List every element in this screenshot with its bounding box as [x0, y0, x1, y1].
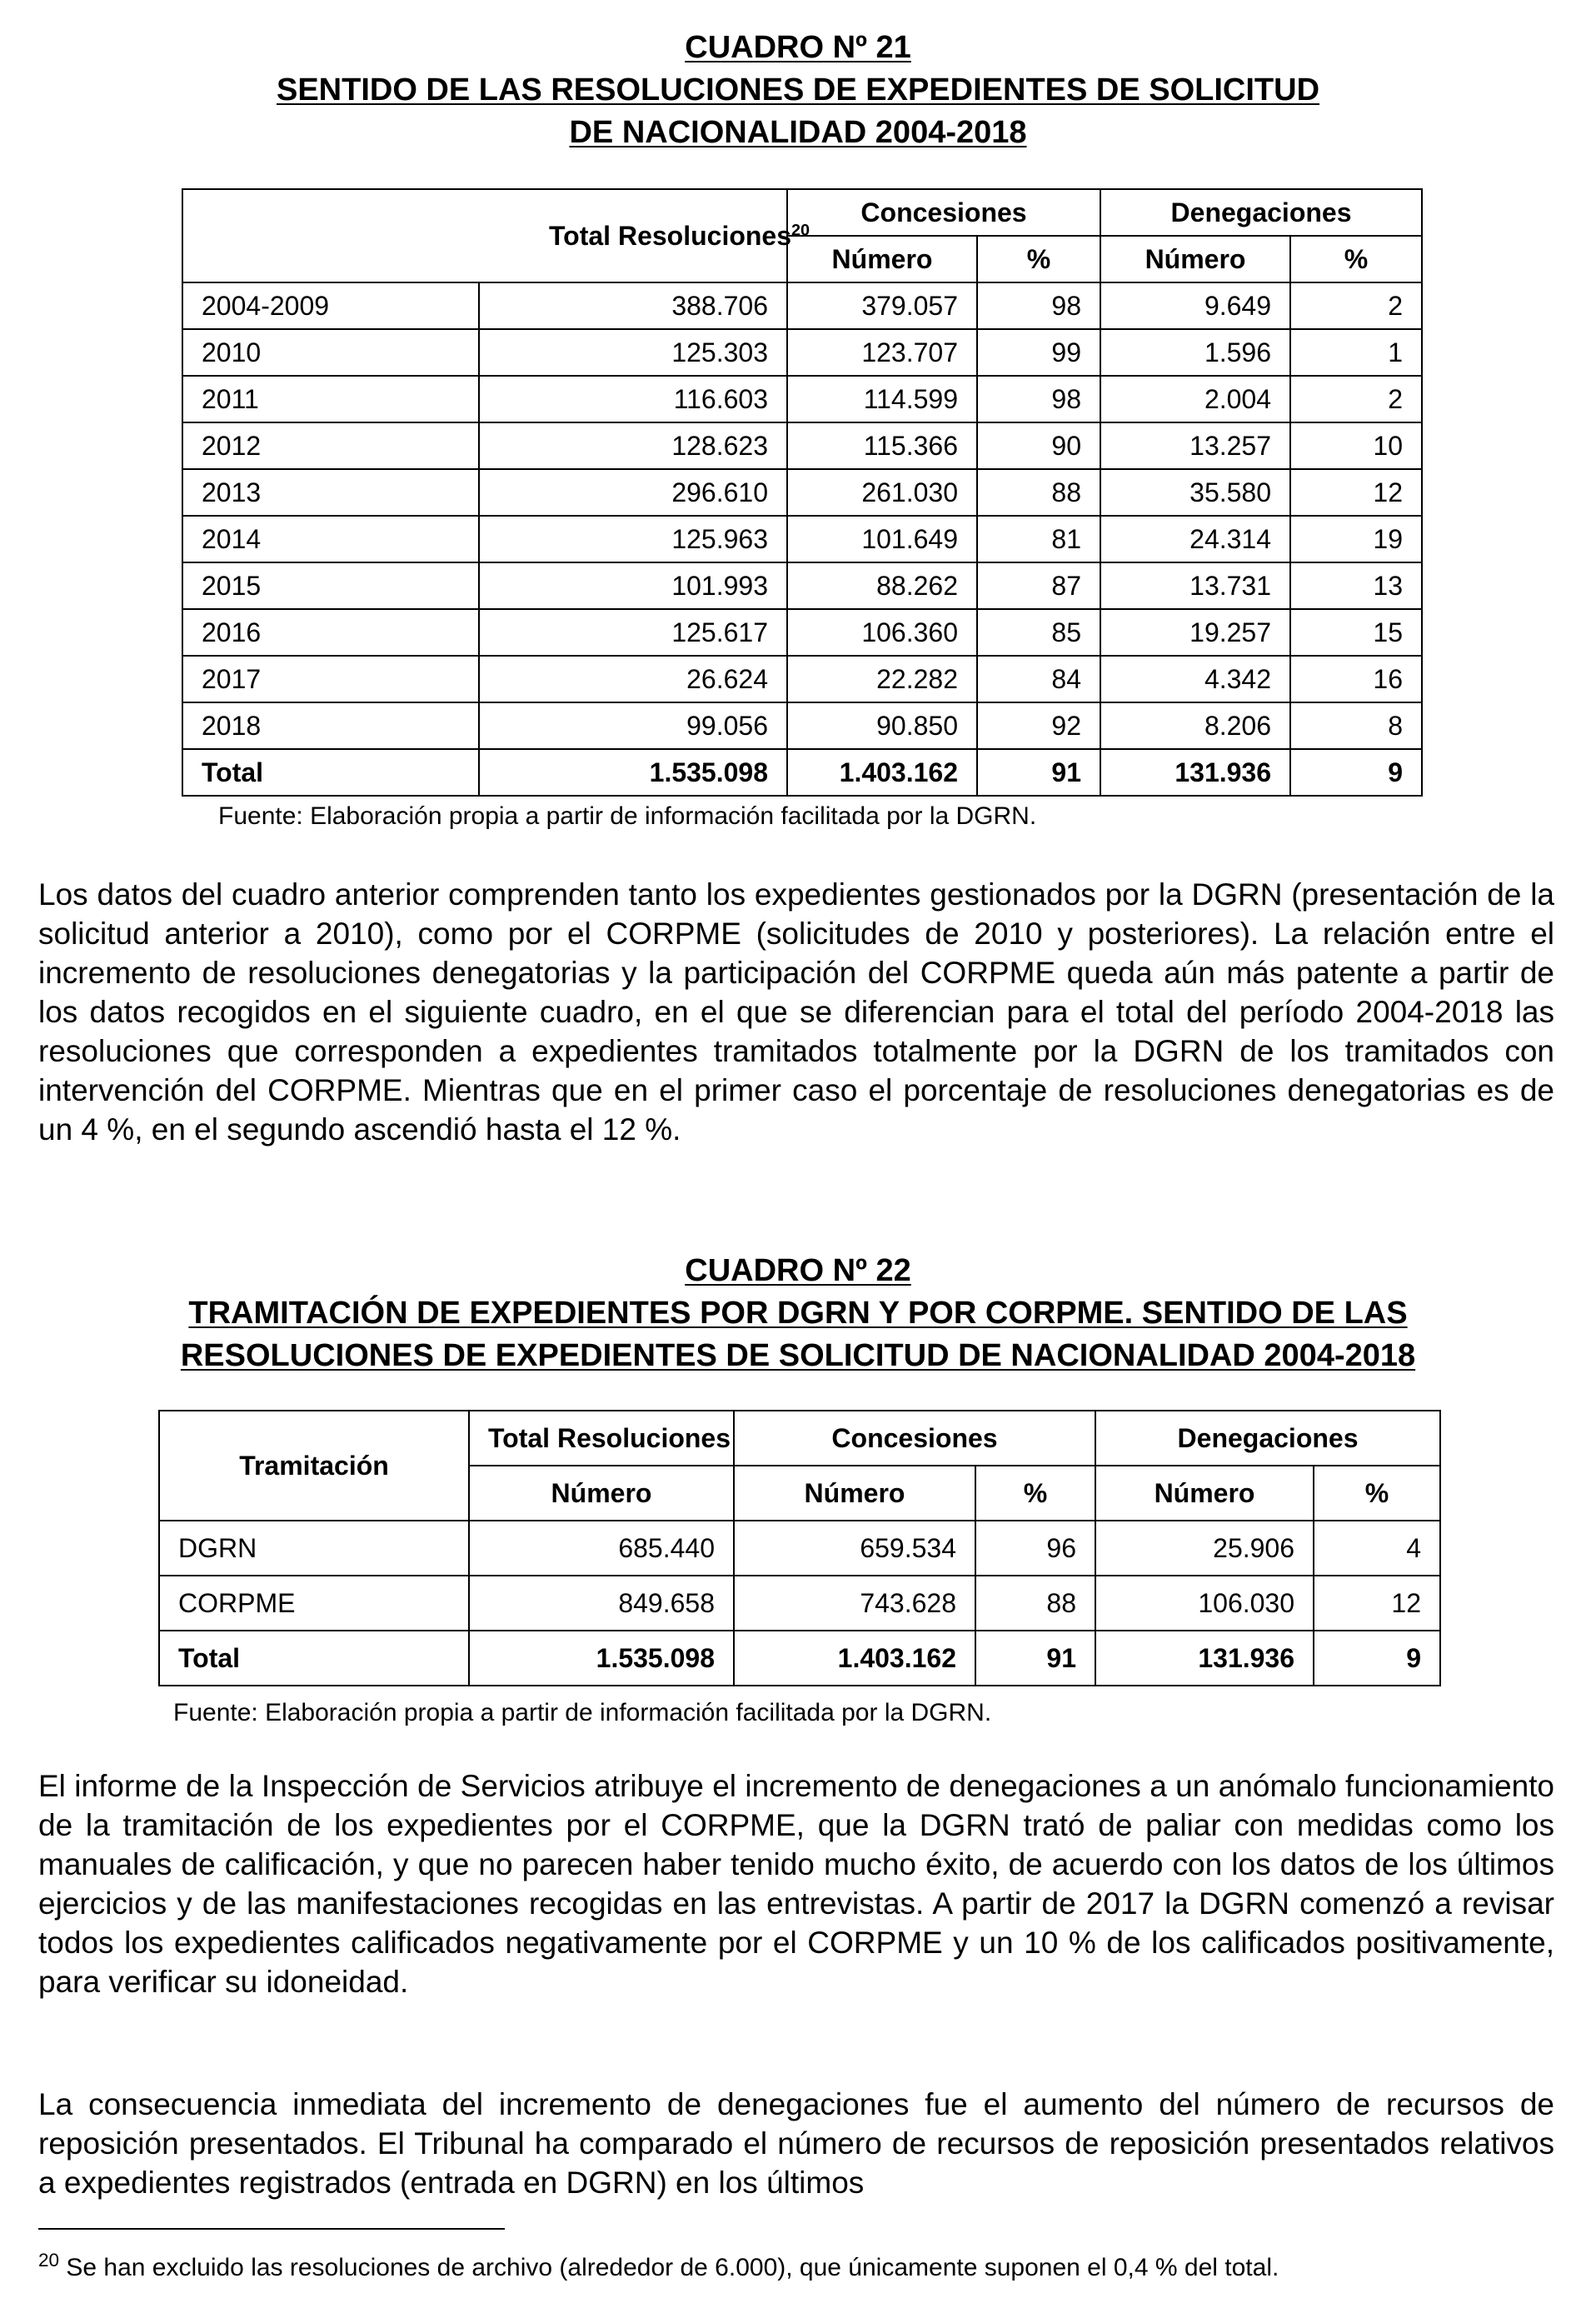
total-total-cell: 1.535.098 — [479, 749, 787, 796]
denegaciones-percent-cell: 19 — [1290, 516, 1422, 562]
footnote-marker: 20 — [38, 2250, 60, 2271]
row-label: 2015 — [182, 562, 479, 609]
concesiones-percent-cell: 98 — [977, 376, 1100, 422]
denegaciones-numero-cell: 35.580 — [1100, 469, 1290, 516]
cuadro22-source: Fuente: Elaboración propia a partir de información facilitada por la DGRN. — [173, 1699, 992, 1726]
total-cell: 128.623 — [479, 422, 787, 469]
total-cell: 26.624 — [479, 656, 787, 702]
total-concesiones-numero-cell: 1.403.162 — [787, 749, 977, 796]
deneg-numero-header-22: Número — [1095, 1466, 1314, 1521]
denegaciones-percent-cell: 16 — [1290, 656, 1422, 702]
total-row-label: Total — [159, 1631, 469, 1686]
concesiones-numero-cell: 90.850 — [787, 702, 977, 749]
concesiones-header-22: Concesiones — [734, 1411, 1095, 1466]
row-label: 2016 — [182, 609, 479, 656]
concesiones-numero-cell: 115.366 — [787, 422, 977, 469]
total-resoluciones-header: Total Resoluciones$^{20}$ — [479, 189, 787, 282]
denegaciones-percent-cell: 1 — [1290, 329, 1422, 376]
cuadro21-subtitle-line2: DE NACIONALIDAD 2004-2018 — [569, 115, 1027, 150]
concesiones-numero-cell: 22.282 — [787, 656, 977, 702]
row-label: 2017 — [182, 656, 479, 702]
cuadro21-header-row — [182, 189, 1422, 236]
denegaciones-numero-cell: 4.342 — [1100, 656, 1290, 702]
total-cell: 116.603 — [479, 376, 787, 422]
concesiones-numero-cell: 659.534 — [734, 1521, 975, 1576]
total-row-label: Total — [182, 749, 479, 796]
cuadro22-heading — [0, 1250, 1596, 1377]
total-row — [159, 1631, 1440, 1686]
table-row — [182, 469, 1422, 516]
total-denegaciones-numero-cell: 131.936 — [1095, 1631, 1314, 1686]
concesiones-percent-cell: 84 — [977, 656, 1100, 702]
cuadro22-subtitle-line2: RESOLUCIONES DE EXPEDIENTES DE SOLICITUD DE NACIONALIDAD 2004-2018 — [180, 1338, 1416, 1373]
table-row — [182, 702, 1422, 749]
row-label: 2010 — [182, 329, 479, 376]
concesiones-percent-cell: 81 — [977, 516, 1100, 562]
total-concesiones-percent-cell: 91 — [975, 1631, 1095, 1686]
total-concesiones-numero-cell: 1.403.162 — [734, 1631, 975, 1686]
table-row — [182, 656, 1422, 702]
concesiones-header: Concesiones — [787, 189, 1100, 236]
concesiones-percent-cell: 90 — [977, 422, 1100, 469]
conc-numero-header: Número — [787, 236, 977, 282]
denegaciones-percent-cell: 15 — [1290, 609, 1422, 656]
denegaciones-percent-cell: 12 — [1290, 469, 1422, 516]
denegaciones-percent-cell: 2 — [1290, 282, 1422, 329]
total-cell: 296.610 — [479, 469, 787, 516]
row-label: 2018 — [182, 702, 479, 749]
concesiones-numero-cell: 88.262 — [787, 562, 977, 609]
table-row — [182, 609, 1422, 656]
denegaciones-numero-cell: 9.649 — [1100, 282, 1290, 329]
concesiones-percent-cell: 87 — [977, 562, 1100, 609]
row-label: 2012 — [182, 422, 479, 469]
total-cell: 125.963 — [479, 516, 787, 562]
table-row — [182, 562, 1422, 609]
concesiones-numero-cell: 743.628 — [734, 1576, 975, 1631]
concesiones-numero-cell: 106.360 — [787, 609, 977, 656]
denegaciones-percent-cell: 2 — [1290, 376, 1422, 422]
total-cell: 99.056 — [479, 702, 787, 749]
concesiones-numero-cell: 123.707 — [787, 329, 977, 376]
total-cell: 685.440 — [469, 1521, 734, 1576]
cuadro21-table — [182, 188, 1423, 797]
concesiones-percent-cell: 88 — [975, 1576, 1095, 1631]
cuadro22-subtitle-line1: TRAMITACIÓN DE EXPEDIENTES POR DGRN Y POR CORPME. SENTIDO DE LAS — [188, 1296, 1408, 1331]
cuadro21-blank-header — [182, 189, 479, 282]
table-row — [159, 1576, 1440, 1631]
conc-numero-header-22: Número — [734, 1466, 975, 1521]
denegaciones-numero-cell: 8.206 — [1100, 702, 1290, 749]
denegaciones-header-22: Denegaciones — [1095, 1411, 1440, 1466]
denegaciones-percent-cell: 4 — [1314, 1521, 1440, 1576]
table-row — [182, 282, 1422, 329]
footnote-ref: 20 — [791, 220, 810, 239]
denegaciones-header: Denegaciones — [1100, 189, 1422, 236]
total-cell: 388.706 — [479, 282, 787, 329]
total-resoluciones-header-22: Total Resoluciones — [469, 1411, 734, 1466]
cuadro21-subtitle-line1: SENTIDO DE LAS RESOLUCIONES DE EXPEDIENTES DE SOLICITUD — [276, 72, 1320, 107]
row-label: 2013 — [182, 469, 479, 516]
cuadro22-title: CUADRO Nº 22 — [685, 1253, 911, 1288]
cuadro22-header-row — [159, 1411, 1440, 1466]
concesiones-percent-cell: 96 — [975, 1521, 1095, 1576]
conc-percent-header-22: % — [975, 1466, 1095, 1521]
footnote — [38, 2251, 1279, 2285]
conc-percent-header: % — [977, 236, 1100, 282]
table-row — [182, 376, 1422, 422]
table-row — [182, 422, 1422, 469]
total-cell: 125.617 — [479, 609, 787, 656]
footnote-text: Se han excluido las resoluciones de archivo (alrededor de 6.000), que únicamente suponen el 0,4 % del total. — [66, 2254, 1279, 2281]
concesiones-percent-cell: 99 — [977, 329, 1100, 376]
denegaciones-numero-cell: 25.906 — [1095, 1521, 1314, 1576]
concesiones-percent-cell: 92 — [977, 702, 1100, 749]
deneg-percent-header: % — [1290, 236, 1422, 282]
denegaciones-percent-cell: 12 — [1314, 1576, 1440, 1631]
total-cell: 849.658 — [469, 1576, 734, 1631]
concesiones-percent-cell: 85 — [977, 609, 1100, 656]
total-concesiones-percent-cell: 91 — [977, 749, 1100, 796]
concesiones-percent-cell: 98 — [977, 282, 1100, 329]
total-denegaciones-percent-cell: 9 — [1314, 1631, 1440, 1686]
deneg-percent-header-22: % — [1314, 1466, 1440, 1521]
total-numero-header-22: Número — [469, 1466, 734, 1521]
row-label: DGRN — [159, 1521, 469, 1576]
row-label: 2014 — [182, 516, 479, 562]
denegaciones-numero-cell: 19.257 — [1100, 609, 1290, 656]
row-label: 2011 — [182, 376, 479, 422]
paragraph-3: La consecuencia inmediata del incremento de denegaciones fue el aumento del número de recursos de reposición presentados. El Tribunal ha comparado el número de recursos de reposición presentados relativos a expedientes registrados (entrada en DGRN) en los últimos — [38, 2087, 1554, 2200]
denegaciones-percent-cell: 8 — [1290, 702, 1422, 749]
total-cell: 125.303 — [479, 329, 787, 376]
denegaciones-numero-cell: 24.314 — [1100, 516, 1290, 562]
deneg-numero-header: Número — [1100, 236, 1290, 282]
cuadro21-title: CUADRO Nº 21 — [685, 30, 911, 65]
denegaciones-percent-cell: 10 — [1290, 422, 1422, 469]
denegaciones-numero-cell: 106.030 — [1095, 1576, 1314, 1631]
table-row — [159, 1521, 1440, 1576]
cuadro21-heading — [0, 27, 1596, 154]
cuadro21-source: Fuente: Elaboración propia a partir de información facilitada por la DGRN. — [218, 802, 1037, 830]
paragraph-1: Los datos del cuadro anterior comprenden tanto los expedientes gestionados por la DGRN (presentación de la solicitud anterior a 2010), como por el CORPME (solicitudes de 2010 y posteriores). La relación entre el incremento de resoluciones denegatorias y la participación del CORPME queda aún más patente a partir de los datos recogidos en el siguiente cuadro, en el que se diferencian para el total del período 2004-2018 las resoluciones que corresponden a expedientes tramitados totalmente por la DGRN de los tramitados con intervención del CORPME. Mientras que en el primer caso el porcentaje de resoluciones denegatorias es de un 4 %, en el segundo ascendió hasta el 12 %. — [38, 877, 1554, 1147]
paragraph-2: El informe de la Inspección de Servicios atribuye el incremento de denegaciones a un anómalo funcionamiento de la tramitación de los expedientes por el CORPME, que la DGRN trató de paliar con medidas como los manuales de calificación, y que no parecen haber tenido mucho éxito, de acuerdo con los datos de los últimos ejercicios y de las manifestaciones recogidas en las entrevistas. A partir de 2017 la DGRN comenzó a revisar todos los expedientes calificados negativamente por el CORPME y un 10 % de los calificados positivamente, para verificar su idoneidad. — [38, 1769, 1554, 1999]
concesiones-percent-cell: 88 — [977, 469, 1100, 516]
tramitacion-header: Tramitación — [159, 1411, 469, 1521]
denegaciones-numero-cell: 13.731 — [1100, 562, 1290, 609]
total-row — [182, 749, 1422, 796]
denegaciones-numero-cell: 1.596 — [1100, 329, 1290, 376]
denegaciones-percent-cell: 13 — [1290, 562, 1422, 609]
total-denegaciones-percent-cell: 9 — [1290, 749, 1422, 796]
footnote-rule — [38, 2228, 505, 2230]
row-label: 2004-2009 — [182, 282, 479, 329]
concesiones-numero-cell: 379.057 — [787, 282, 977, 329]
cuadro22-table — [158, 1410, 1441, 1686]
total-cell: 101.993 — [479, 562, 787, 609]
concesiones-numero-cell: 114.599 — [787, 376, 977, 422]
row-label: CORPME — [159, 1576, 469, 1631]
concesiones-numero-cell: 261.030 — [787, 469, 977, 516]
total-total-cell: 1.535.098 — [469, 1631, 734, 1686]
denegaciones-numero-cell: 2.004 — [1100, 376, 1290, 422]
table-row — [182, 329, 1422, 376]
concesiones-numero-cell: 101.649 — [787, 516, 977, 562]
table-row — [182, 516, 1422, 562]
denegaciones-numero-cell: 13.257 — [1100, 422, 1290, 469]
total-denegaciones-numero-cell: 131.936 — [1100, 749, 1290, 796]
